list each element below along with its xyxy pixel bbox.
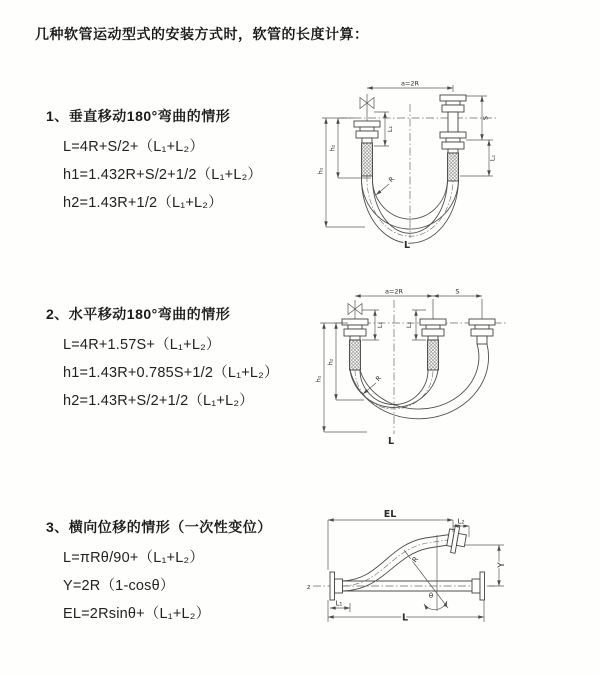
section-1-heading: 1、垂直移动180°弯曲的情形 bbox=[46, 108, 231, 124]
dimension-y bbox=[465, 545, 507, 586]
length-label: L bbox=[387, 436, 395, 447]
dimension-el bbox=[328, 509, 453, 570]
dim-label-a2r: a=2R bbox=[400, 79, 420, 88]
diagram-vertical-180-bend bbox=[313, 76, 590, 258]
section-1-formula-L: L=4R+S/2+（L₁+L₂） bbox=[63, 139, 205, 155]
dimension-a2r bbox=[367, 80, 453, 93]
dim-label-s: S bbox=[481, 115, 490, 121]
dim-label-h2: h₂ bbox=[326, 358, 335, 366]
dim-label-a2r: a=2R bbox=[384, 287, 404, 296]
dim-label-l1: L₁ bbox=[376, 321, 384, 329]
section-2-formula-h1: h1=1.43R+0.785S+1/2（L₁+L₂） bbox=[63, 365, 279, 381]
page-title: 几种软管运动型式的安装方式时，软管的长度计算： bbox=[35, 26, 369, 42]
section-3-formula-EL: EL=2Rsinθ+（L₁+L₂） bbox=[63, 606, 211, 622]
section-2-formula-L: L=4R+1.57S+（L₁+L₂） bbox=[63, 337, 221, 353]
section-3-formula-Y: Y=2R（1-cosθ） bbox=[63, 578, 175, 594]
upper-flange bbox=[446, 524, 468, 555]
section-2-formula-h2: h2=1.43R+S/2+1/2（L₁+L₂） bbox=[63, 393, 254, 409]
length-label: L bbox=[401, 612, 409, 624]
section-3-heading: 3、横向位移的情形（一次性变位） bbox=[46, 519, 272, 535]
dim-label-l2: L₂ bbox=[405, 321, 413, 329]
diagram-lateral-displacement bbox=[305, 505, 600, 655]
diagram-horizontal-180-bend bbox=[312, 282, 600, 460]
dimension-a2r-s bbox=[355, 288, 482, 297]
dim-label-l2: L₂ bbox=[457, 517, 465, 526]
right-fitting bbox=[469, 299, 495, 344]
dim-label-h2: h₂ bbox=[328, 144, 337, 152]
left-fitting bbox=[342, 300, 368, 370]
s-curve-hose bbox=[342, 535, 452, 592]
radius-label: R bbox=[387, 175, 397, 185]
radius-callout bbox=[376, 175, 396, 195]
dim-label-h1: h₁ bbox=[316, 167, 325, 175]
dimension-l1 bbox=[374, 112, 394, 146]
section-1-formula-h1: h1=1.432R+S/2+1/2（L₁+L₂） bbox=[63, 167, 263, 183]
middle-fitting bbox=[420, 299, 446, 370]
angle-label-theta: θ bbox=[428, 592, 434, 600]
dim-label-el: EL bbox=[383, 509, 397, 520]
right-flange bbox=[472, 572, 485, 600]
dim-label-l2: L₂ bbox=[488, 154, 497, 162]
radius-label: R bbox=[374, 374, 384, 384]
dimension-l bbox=[328, 600, 484, 624]
centerline-z-mark: z bbox=[307, 583, 311, 591]
dim-label-y: Y bbox=[497, 562, 507, 568]
dim-label-h1: h₁ bbox=[314, 375, 323, 383]
left-fitting bbox=[354, 94, 380, 176]
length-label: L bbox=[403, 240, 411, 251]
section-2-heading: 2、水平移动180°弯曲的情形 bbox=[46, 306, 231, 322]
right-fitting bbox=[440, 95, 466, 181]
left-flange bbox=[330, 572, 343, 600]
hose-arcs bbox=[350, 344, 489, 419]
section-3-formula-L: L=πRθ/90+（L₁+L₂） bbox=[63, 550, 205, 566]
radius-label: R bbox=[410, 555, 421, 565]
section-1-formula-h2: h2=1.43R+1/2（L₁+L₂） bbox=[63, 195, 223, 211]
dim-label-l1: L₁ bbox=[386, 125, 394, 133]
dim-label-l1: L₁ bbox=[335, 599, 343, 608]
dim-label-s: S bbox=[455, 287, 460, 296]
dimension-l1 bbox=[330, 600, 350, 613]
